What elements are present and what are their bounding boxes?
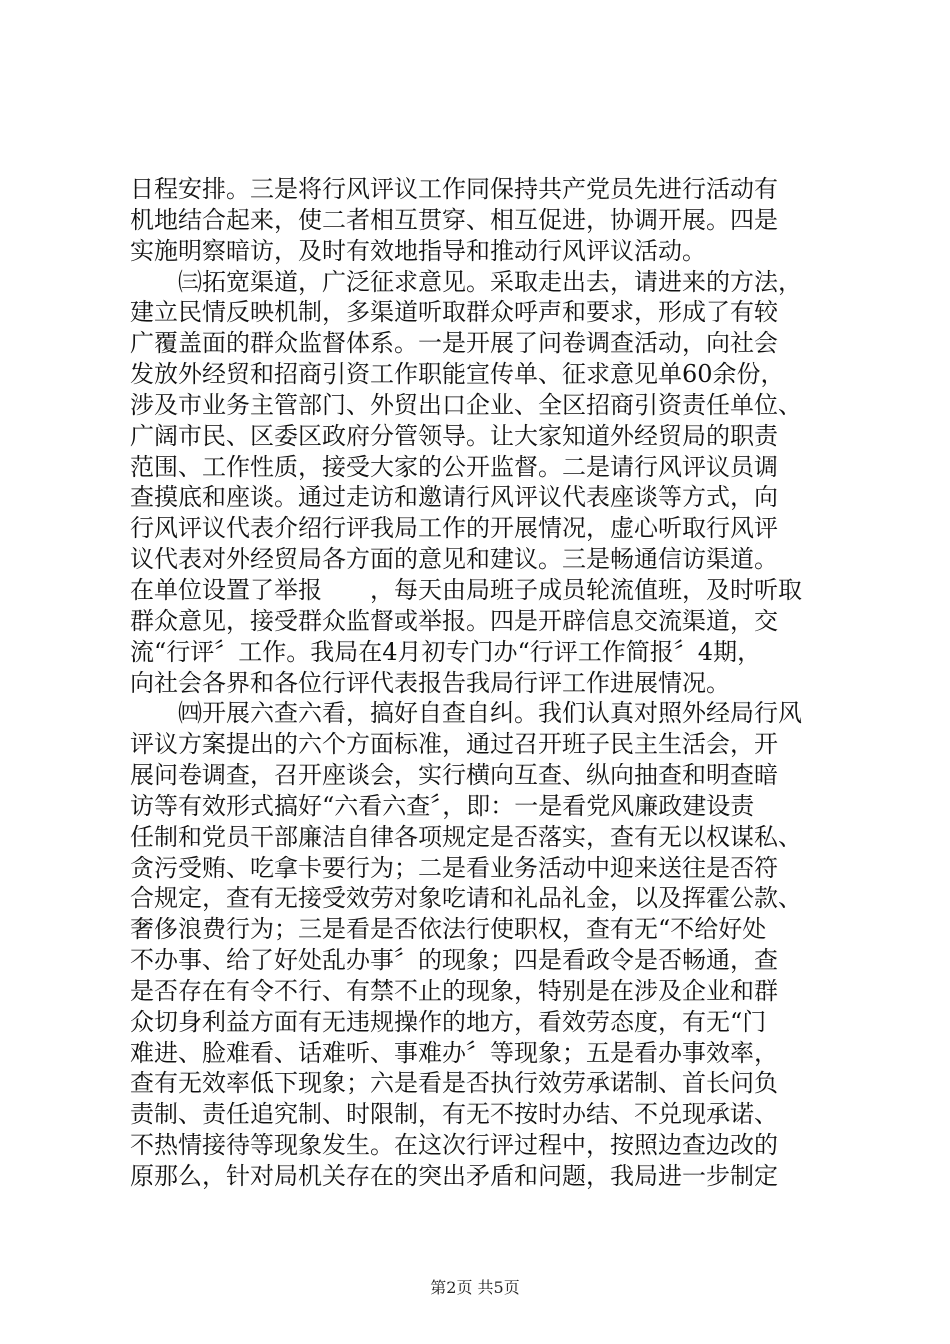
text-line: 建立民情反映机制，多渠道听取群众呼声和要求，形成了有较 xyxy=(130,298,778,327)
text-line: 不办事、给了好处乱办事〞的现象；四是看政令是否畅通，查 xyxy=(130,946,778,975)
text-line: 涉及市业务主管部门、外贸出口企业、全区招商引资责任单位、 xyxy=(130,390,802,419)
text-line: 查摸底和座谈。通过走访和邀请行风评议代表座谈等方式，向 xyxy=(130,483,778,512)
text-line: 责制、责任追究制、时限制，有无不按时办结、不兑现承诺、 xyxy=(130,1100,778,1129)
text-line: ㈢拓宽渠道，广泛征求意见。采取走出去，请进来的方法， xyxy=(130,267,802,296)
text-line: 访等有效形式搞好“六看六查〞，即：一是看党风廉政建设责 xyxy=(130,791,755,820)
text-line: 广阔市民、区委区政府分管领导。让大家知道外经贸局的职责 xyxy=(130,421,778,450)
text-line: 奢侈浪费行为；三是看是否依法行使职权，查有无“不给好处 xyxy=(130,915,767,944)
text-line: 群众意见，接受群众监督或举报。四是开辟信息交流渠道，交 xyxy=(130,606,778,635)
text-line: 机地结合起来，使二者相互贯穿、相互促进，协调开展。四是 xyxy=(130,205,778,234)
text-line: 查有无效率低下现象；六是看是否执行效劳承诺制、首长问负 xyxy=(130,1069,778,1098)
text-line: 行风评议代表介绍行评我局工作的开展情况，虚心听取行风评 xyxy=(130,514,778,543)
text-line: 原那么，针对局机关存在的突出矛盾和问题，我局进一步制定 xyxy=(130,1162,778,1190)
text-line: 评议方案提出的六个方面标准，通过召开班子民主生活会，开 xyxy=(130,730,778,759)
text-line: 合规定，查有无接受效劳对象吃请和礼品礼金，以及挥霍公款、 xyxy=(130,884,802,913)
text-line: 日程安排。三是将行风评议工作同保持共产党员先进行活动有 xyxy=(130,175,778,203)
text-line: 广覆盖面的群众监督体系。一是开展了问卷调查活动，向社会 xyxy=(130,329,778,358)
text-line: 流“行评〞工作。我局在4月初专门办“行评工作简报〞4期， xyxy=(130,637,762,666)
text-line: 向社会各界和各位行评代表报告我局行评工作进展情况。 xyxy=(130,668,730,697)
text-line: 不热情接待等现象发生。在这次行评过程中，按照边查边改的 xyxy=(130,1131,778,1160)
text-line: 实施明察暗访，及时有效地指导和推动行风评议活动。 xyxy=(130,236,706,265)
text-line: 展问卷调查，召开座谈会，实行横向互查、纵向抽查和明查暗 xyxy=(130,761,778,790)
text-line: 众切身利益方面有无违规操作的地方，看效劳态度，有无“门 xyxy=(130,1007,767,1036)
text-line: 难进、脸难看、话难听、事难办〞等现象；五是看办事效率， xyxy=(130,1038,778,1067)
text-line: 范围、工作性质，接受大家的公开监督。二是请行风评议员调 xyxy=(130,452,778,481)
page-number-footer: 第2页 共5页 xyxy=(430,1278,520,1297)
text-line: 贪污受贿、吃拿卡要行为；二是看业务活动中迎来送往是否符 xyxy=(130,853,778,882)
body-text xyxy=(130,174,825,1192)
text-line: 是否存在有令不行、有禁不止的现象，特别是在涉及企业和群 xyxy=(130,976,778,1005)
text-line: 发放外经贸和招商引资工作职能宣传单、征求意见单60余份， xyxy=(130,360,785,389)
text-line: 议代表对外经贸局各方面的意见和建议。三是畅通信访渠道。 xyxy=(130,545,778,574)
text-line: 任制和党员干部廉洁自律各项规定是否落实，查有无以权谋私、 xyxy=(130,822,802,851)
text-line: 在单位设置了举报 ，每天由局班子成员轮流值班，及时听取 xyxy=(130,575,802,604)
text-line: ㈣开展六查六看，搞好自查自纠。我们认真对照外经局行风 xyxy=(130,699,802,728)
